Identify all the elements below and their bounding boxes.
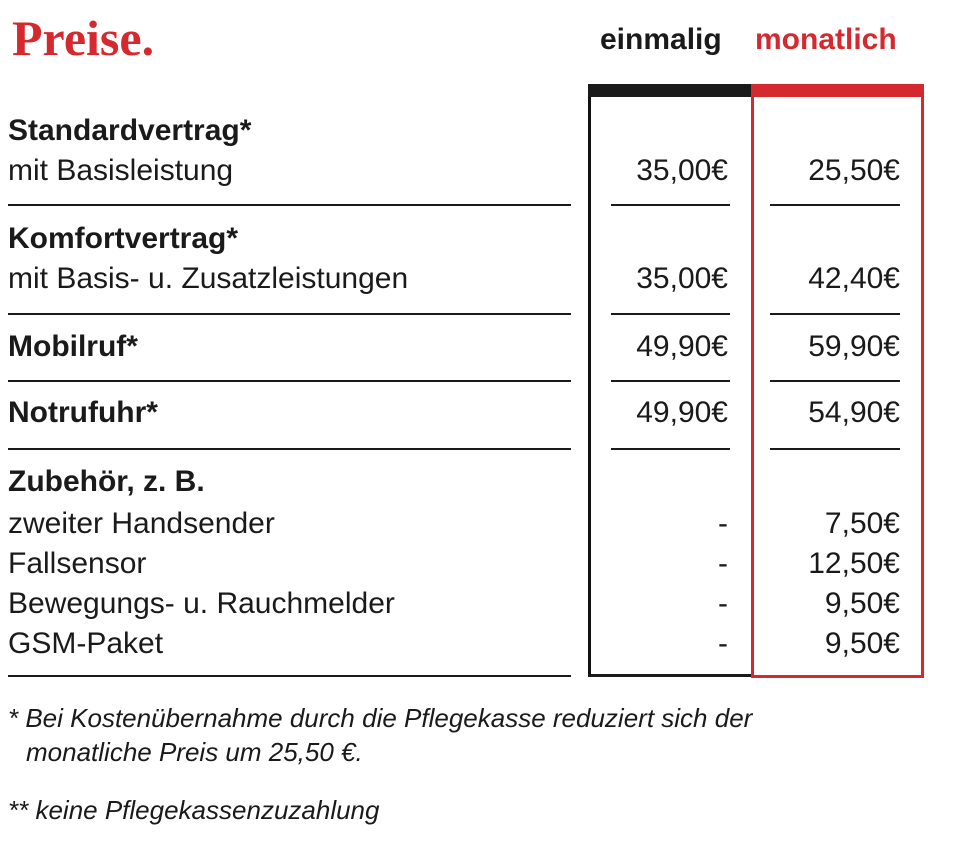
accessory-once-handsender: - bbox=[718, 507, 728, 540]
row-divider bbox=[611, 204, 730, 206]
accessory-once-gsm-paket: - bbox=[718, 627, 728, 660]
row-title-standardvertrag: Standardvertrag* bbox=[8, 114, 252, 147]
row-divider bbox=[611, 313, 730, 315]
footnote-1-line-2: monatliche Preis um 25,50 €. bbox=[26, 737, 363, 767]
row-divider bbox=[611, 380, 730, 382]
accessory-label-fallsensor: Fallsensor bbox=[8, 547, 147, 580]
accessory-once-fallsensor: - bbox=[718, 547, 728, 580]
page-title: Preise. bbox=[12, 10, 155, 66]
row-divider bbox=[611, 448, 730, 450]
accessory-monthly-fallsensor: 12,50€ bbox=[808, 547, 900, 580]
row-divider bbox=[8, 448, 571, 450]
accessory-label-gsm-paket: GSM-Paket bbox=[8, 627, 164, 660]
column-bar-einmalig bbox=[588, 84, 754, 97]
column-header-monatlich: monatlich bbox=[755, 23, 897, 56]
column-header-einmalig: einmalig bbox=[600, 23, 722, 56]
accessory-monthly-rauchmelder: 9,50€ bbox=[824, 587, 900, 620]
column-bar-monatlich bbox=[751, 84, 924, 97]
row-divider bbox=[8, 313, 571, 315]
accessory-label-handsender: zweiter Handsender bbox=[8, 507, 275, 540]
accessory-label-rauchmelder: Bewegungs- u. Rauchmelder bbox=[8, 587, 395, 620]
row-divider bbox=[770, 380, 900, 382]
row-subtitle-standardvertrag: mit Basisleistung bbox=[8, 154, 234, 187]
row-divider bbox=[8, 204, 571, 206]
price-once-mobilruf: 49,90€ bbox=[636, 330, 728, 363]
accessory-once-rauchmelder: - bbox=[718, 587, 728, 620]
row-divider bbox=[8, 380, 571, 382]
price-monthly-mobilruf: 59,90€ bbox=[808, 330, 900, 363]
table-bottom-rule bbox=[8, 675, 571, 677]
price-monthly-standardvertrag: 25,50€ bbox=[808, 154, 900, 187]
price-monthly-komfortvertrag: 42,40€ bbox=[808, 262, 900, 295]
row-divider bbox=[770, 204, 900, 206]
row-divider bbox=[770, 448, 900, 450]
row-title-mobilruf: Mobilruf* bbox=[8, 330, 138, 363]
accessory-monthly-handsender: 7,50€ bbox=[824, 507, 900, 540]
footnote-1-line-1: * Bei Kostenübernahme durch die Pflegekasse reduziert sich der bbox=[8, 703, 753, 733]
row-title-notrufuhr: Notrufuhr* bbox=[8, 396, 158, 429]
footnote-2: ** keine Pflegekassenzuzahlung bbox=[8, 795, 380, 825]
accessories-title: Zubehör, z. B. bbox=[8, 465, 205, 498]
price-once-komfortvertrag: 35,00€ bbox=[636, 262, 728, 295]
column-bottom-einmalig bbox=[588, 674, 754, 677]
price-once-standardvertrag: 35,00€ bbox=[636, 154, 728, 187]
accessory-monthly-gsm-paket: 9,50€ bbox=[824, 627, 900, 660]
price-once-notrufuhr: 49,90€ bbox=[636, 396, 728, 429]
row-title-komfortvertrag: Komfortvertrag* bbox=[8, 222, 239, 255]
row-divider bbox=[770, 313, 900, 315]
price-monthly-notrufuhr: 54,90€ bbox=[808, 396, 900, 429]
row-subtitle-komfortvertrag: mit Basis- u. Zusatzleistungen bbox=[8, 262, 409, 295]
